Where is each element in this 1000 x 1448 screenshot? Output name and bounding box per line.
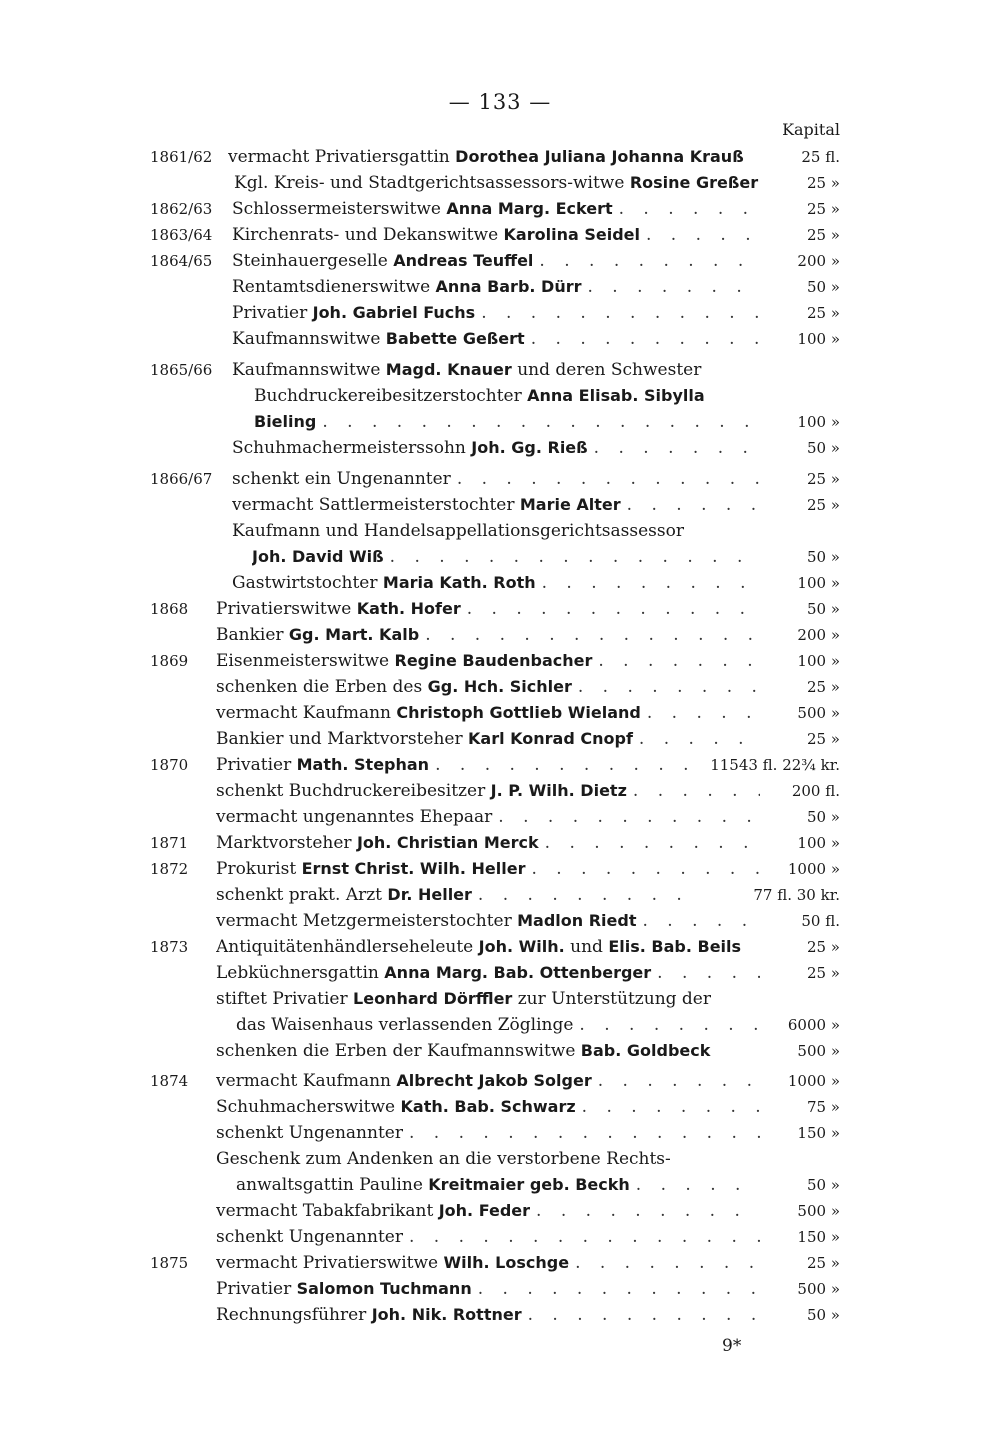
entry-text xyxy=(216,700,641,726)
entry-row xyxy=(150,544,840,570)
entry-row xyxy=(150,1120,840,1146)
entry-text xyxy=(216,960,651,986)
dot-leader xyxy=(492,804,760,830)
dot-leader xyxy=(472,882,690,908)
dot-leader xyxy=(582,274,761,300)
entry-text xyxy=(232,466,451,492)
entry-person-name: Andreas Teuffel xyxy=(393,251,534,270)
entry-amount: 1000 » xyxy=(787,860,840,878)
entry-row xyxy=(150,778,840,804)
entry-text xyxy=(228,144,744,170)
entry-description: schenkt Buchdruckereibesitzer xyxy=(216,781,491,801)
entry-person-name: Joh. Wilh. xyxy=(478,937,565,956)
dot-leader xyxy=(588,435,760,461)
entry-text xyxy=(232,357,701,383)
entry-person-name: Math. Stephan xyxy=(296,755,430,774)
entry-text xyxy=(216,596,461,622)
entry-amount: 50 » xyxy=(806,808,840,826)
entry-text xyxy=(236,1012,573,1038)
entry-row xyxy=(150,222,840,248)
entry-year: 1872 xyxy=(150,860,189,878)
entry-description: schenkt Ungenannter xyxy=(216,1227,403,1247)
entry-row xyxy=(150,1172,840,1198)
dot-leader xyxy=(637,908,761,934)
entry-person-name: Magd. Knauer xyxy=(385,360,512,379)
entry-year: 1874 xyxy=(150,1072,189,1090)
entry-person-name: Anna Marg. Eckert xyxy=(446,199,613,218)
entry-amount: 200 fl. xyxy=(791,782,840,800)
entry-amount: 500 » xyxy=(797,1042,840,1060)
entry-amount: 25 » xyxy=(806,730,840,748)
entry-description: Lebküchnersgattin xyxy=(216,963,385,983)
entry-description: Schuhmachermeisterssohn xyxy=(232,438,472,458)
entry-row xyxy=(150,248,840,274)
entry-description: Kaufmannswitwe xyxy=(232,360,386,380)
entry-text xyxy=(254,409,316,435)
entry-person-name: Dr. Heller xyxy=(387,885,472,904)
entry-row xyxy=(150,196,840,222)
entry-row xyxy=(150,752,840,778)
entry-row xyxy=(150,622,840,648)
entry-year: 1863/64 xyxy=(150,226,213,244)
entry-text xyxy=(216,1276,472,1302)
dot-leader xyxy=(573,1012,760,1038)
entry-description: Geschenk zum Andenken an die verstorbene Rechts- xyxy=(216,1149,671,1169)
entry-row xyxy=(150,383,840,409)
entry-description: vermacht Metzgermeisterstochter xyxy=(216,911,518,931)
entry-person-name: J. P. Wilh. Dietz xyxy=(490,781,627,800)
entry-description: Prokurist xyxy=(216,859,302,879)
entry-text xyxy=(216,1120,403,1146)
entry-text xyxy=(234,170,758,196)
entry-amount: 25 » xyxy=(806,938,840,956)
entry-row xyxy=(150,170,840,196)
entry-row xyxy=(150,934,840,960)
dot-leader xyxy=(651,960,760,986)
entry-year: 1873 xyxy=(150,938,189,956)
entry-amount: 500 » xyxy=(797,1202,840,1220)
entry-person-name: Rosine Greßer xyxy=(629,173,759,192)
entry-year: 1875 xyxy=(150,1254,189,1272)
entry-amount: 1000 » xyxy=(787,1072,840,1090)
entry-year: 1865/66 xyxy=(150,361,213,379)
entry-text xyxy=(232,518,684,544)
entry-description: schenkt ein Ungenannter xyxy=(232,469,451,489)
entry-year: 1870 xyxy=(150,756,189,774)
dot-leader xyxy=(525,326,760,352)
entry-text xyxy=(216,1094,576,1120)
entry-person-name: Kath. Hofer xyxy=(356,599,461,618)
dot-leader xyxy=(419,622,760,648)
dot-leader xyxy=(569,1250,760,1276)
entry-person-name: Elis. Bab. Beils xyxy=(608,937,742,956)
entry-amount: 50 » xyxy=(806,439,840,457)
entry-row xyxy=(150,1302,840,1328)
entry-amount: 25 » xyxy=(806,226,840,244)
dot-leader xyxy=(472,1276,760,1302)
entry-description-tail: und xyxy=(564,937,609,957)
entry-amount: 500 » xyxy=(797,704,840,722)
entry-row xyxy=(150,700,840,726)
entry-row xyxy=(150,986,840,1012)
dot-leader xyxy=(539,830,760,856)
entry-row xyxy=(150,518,840,544)
entry-row xyxy=(150,648,840,674)
entry-row xyxy=(150,274,840,300)
entry-row xyxy=(150,804,840,830)
dot-leader xyxy=(316,409,760,435)
entry-row xyxy=(150,882,840,908)
entry-description: Gastwirtstochter xyxy=(232,573,383,593)
entry-text xyxy=(216,1146,671,1172)
entry-text xyxy=(216,882,472,908)
entry-text xyxy=(216,1198,530,1224)
entry-person-name: Ernst Christ. Wilh. Heller xyxy=(301,859,526,878)
entry-text xyxy=(216,674,572,700)
entry-person-name: Joh. Gg. Rieß xyxy=(471,438,588,457)
entry-person-name: Anna Barb. Dürr xyxy=(435,277,582,296)
entry-description: Bankier und Marktvorsteher xyxy=(216,729,469,749)
entry-text xyxy=(216,648,592,674)
entry-person-name: Karl Konrad Cnopf xyxy=(468,729,633,748)
entry-amount: 11543 fl. 22¾ kr. xyxy=(710,756,840,774)
entry-year: 1871 xyxy=(150,834,189,852)
entry-text xyxy=(232,274,582,300)
dot-leader xyxy=(525,856,760,882)
entry-text xyxy=(216,934,741,960)
entry-amount: 25 » xyxy=(806,1254,840,1272)
entry-description: Kirchenrats- und Dekanswitwe xyxy=(232,225,504,245)
dot-leader xyxy=(641,700,760,726)
entry-text xyxy=(216,1224,403,1250)
entry-description: anwaltsgattin Pauline xyxy=(236,1175,429,1195)
entry-description: Rentamtsdienerswitwe xyxy=(232,277,436,297)
entry-person-name: Anna Marg. Bab. Ottenberger xyxy=(384,963,652,982)
entry-row xyxy=(150,409,840,435)
entry-person-name: Babette Geßert xyxy=(385,329,525,348)
dot-leader xyxy=(533,248,760,274)
dot-leader xyxy=(633,726,760,752)
entry-year: 1868 xyxy=(150,600,189,618)
entry-row xyxy=(150,726,840,752)
entry-description: vermacht Privatierswitwe xyxy=(216,1253,444,1273)
entry-description-tail: und deren Schwester xyxy=(511,360,702,380)
entry-text xyxy=(216,622,419,648)
entry-row xyxy=(150,1250,840,1276)
entry-text xyxy=(216,830,539,856)
entry-amount: 100 » xyxy=(797,652,840,670)
entry-row xyxy=(150,144,840,170)
entry-description: vermacht Kaufmann xyxy=(216,703,397,723)
entry-row xyxy=(150,1038,840,1064)
entry-row xyxy=(150,960,840,986)
entry-amount: 200 » xyxy=(797,252,840,270)
entry-person-name: Joh. David Wiß xyxy=(252,547,384,566)
entry-description: vermacht Sattlermeisterstochter xyxy=(232,495,520,515)
entry-description: schenken die Erben der Kaufmannswitwe xyxy=(216,1041,581,1061)
signature-mark: 9* xyxy=(722,1336,742,1356)
entry-person-name: Karolina Seidel xyxy=(503,225,640,244)
entry-amount: 25 fl. xyxy=(801,148,840,166)
entry-amount: 6000 » xyxy=(787,1016,840,1034)
entry-description: Rechnungsführer xyxy=(216,1305,372,1325)
entry-text xyxy=(232,570,536,596)
entry-text xyxy=(216,856,525,882)
entry-description: Steinhauergeselle xyxy=(232,251,394,271)
entry-person-name: Kreitmaier geb. Beckh xyxy=(428,1175,630,1194)
entry-amount: 77 fl. 30 kr. xyxy=(753,886,840,904)
entry-description: Antiquitätenhändlerseheleute xyxy=(216,937,479,957)
dot-leader xyxy=(530,1198,760,1224)
entry-row xyxy=(150,300,840,326)
entry-amount: 25 » xyxy=(806,304,840,322)
entry-text xyxy=(232,222,640,248)
entry-description: schenkt prakt. Arzt xyxy=(216,885,388,905)
entry-text xyxy=(254,383,705,409)
entry-description: vermacht ungenanntes Ehepaar xyxy=(216,807,493,827)
dot-leader xyxy=(429,752,690,778)
dot-leader xyxy=(403,1224,760,1250)
entry-row xyxy=(150,435,840,461)
entry-text xyxy=(232,435,588,461)
dot-leader xyxy=(475,300,760,326)
entry-row xyxy=(150,830,840,856)
entry-row xyxy=(150,1068,840,1094)
entry-description: das Waisenhaus verlassenden Zöglinge xyxy=(236,1015,574,1035)
entry-text xyxy=(216,804,492,830)
entry-person-name: Dorothea Juliana Johanna Krauß xyxy=(455,147,744,166)
dot-leader xyxy=(630,1172,760,1198)
dot-leader xyxy=(572,674,760,700)
entry-description: Bankier xyxy=(216,625,289,645)
entry-row xyxy=(150,1146,840,1172)
entry-person-name: Joh. Feder xyxy=(438,1201,531,1220)
entry-row xyxy=(150,674,840,700)
entry-person-name: Leonhard Dörffler xyxy=(353,989,513,1008)
entry-description: Schuhmacherswitwe xyxy=(216,1097,401,1117)
entry-year: 1862/63 xyxy=(150,200,213,218)
entry-description: Privatier xyxy=(216,755,297,775)
entry-description: Eisenmeisterswitwe xyxy=(216,651,395,671)
entry-year: 1864/65 xyxy=(150,252,213,270)
entry-text xyxy=(216,752,429,778)
entry-amount: 50 » xyxy=(806,278,840,296)
entry-description: Buchdruckereibesitzerstochter xyxy=(254,386,528,406)
dot-leader xyxy=(522,1302,760,1328)
entry-person-name: Salomon Tuchmann xyxy=(296,1279,472,1298)
entry-amount: 25 » xyxy=(806,200,840,218)
entry-row xyxy=(150,1094,840,1120)
entry-person-name: Bieling xyxy=(254,412,317,431)
entry-description: Privatier xyxy=(216,1279,297,1299)
entry-amount: 100 » xyxy=(797,330,840,348)
entry-amount: 500 » xyxy=(797,1280,840,1298)
entry-amount: 75 » xyxy=(806,1098,840,1116)
entry-description: Kaufmann und Handelsappellationsgerichtsassessor xyxy=(232,521,684,541)
entry-text xyxy=(232,326,525,352)
entry-row xyxy=(150,908,840,934)
entry-description: Privatier xyxy=(232,303,313,323)
entry-row xyxy=(150,570,840,596)
entry-person-name: Bab. Goldbeck xyxy=(580,1041,711,1060)
entry-amount: 50 » xyxy=(806,1306,840,1324)
entry-person-name: Kath. Bab. Schwarz xyxy=(400,1097,576,1116)
entry-person-name: Gg. Hch. Sichler xyxy=(427,677,572,696)
entry-description: Privatierswitwe xyxy=(216,599,357,619)
entry-row xyxy=(150,492,840,518)
entry-description: Kgl. Kreis- und Stadtgerichtsassessors-witwe xyxy=(234,173,630,193)
entry-amount: 100 » xyxy=(797,574,840,592)
entry-person-name: Christoph Gottlieb Wieland xyxy=(396,703,641,722)
entry-person-name: Maria Kath. Roth xyxy=(382,573,536,592)
entry-amount: 50 » xyxy=(806,548,840,566)
dot-leader xyxy=(627,778,760,804)
column-header-capital: Kapital xyxy=(782,120,840,139)
entry-amount: 200 » xyxy=(797,626,840,644)
entry-amount: 25 » xyxy=(806,470,840,488)
entry-amount: 50 » xyxy=(806,1176,840,1194)
entry-text xyxy=(232,300,475,326)
entry-description: Schlossermeisterswitwe xyxy=(232,199,447,219)
entry-amount: 50 » xyxy=(806,600,840,618)
entry-text xyxy=(216,986,711,1012)
entry-description: Marktvorsteher xyxy=(216,833,357,853)
entry-amount: 100 » xyxy=(797,834,840,852)
entry-person-name: Marie Alter xyxy=(519,495,621,514)
dot-leader xyxy=(613,196,760,222)
entry-amount: 50 fl. xyxy=(801,912,840,930)
entry-description: schenkt Ungenannter xyxy=(216,1123,403,1143)
entry-year: 1861/62 xyxy=(150,148,213,166)
entry-person-name: Regine Baudenbacher xyxy=(394,651,593,670)
entry-amount: 25 » xyxy=(806,496,840,514)
entry-amount: 25 » xyxy=(806,678,840,696)
entry-amount: 150 » xyxy=(797,1124,840,1142)
entry-description: stiftet Privatier xyxy=(216,989,354,1009)
entry-text xyxy=(216,1068,592,1094)
entry-text xyxy=(216,1250,569,1276)
entry-person-name: Madlon Riedt xyxy=(517,911,637,930)
entry-row xyxy=(150,596,840,622)
entry-description: vermacht Privatiersgattin xyxy=(228,147,456,167)
entry-amount: 150 » xyxy=(797,1228,840,1246)
entry-text xyxy=(216,908,637,934)
entry-person-name: Gg. Mart. Kalb xyxy=(288,625,420,644)
entry-description: Kaufmannswitwe xyxy=(232,329,386,349)
entry-row xyxy=(150,1198,840,1224)
entry-row xyxy=(150,856,840,882)
dot-leader xyxy=(592,648,760,674)
entry-text xyxy=(232,196,613,222)
dot-leader xyxy=(461,596,760,622)
entry-text xyxy=(236,1172,630,1198)
dot-leader xyxy=(536,570,760,596)
entry-row xyxy=(150,1224,840,1250)
entry-row xyxy=(150,1012,840,1038)
entry-text xyxy=(232,492,621,518)
dot-leader xyxy=(576,1094,760,1120)
entry-person-name: Joh. Gabriel Fuchs xyxy=(312,303,476,322)
entry-person-name: Joh. Nik. Rottner xyxy=(371,1305,522,1324)
entry-row xyxy=(150,357,840,383)
dot-leader xyxy=(640,222,760,248)
entry-text xyxy=(216,1302,522,1328)
entry-year: 1866/67 xyxy=(150,470,213,488)
page-number: — 133 — xyxy=(448,90,552,114)
entry-person-name: Anna Elisab. Sibylla xyxy=(527,386,705,405)
entry-text xyxy=(252,544,384,570)
entry-amount: 25 » xyxy=(806,174,840,192)
entry-description: vermacht Kaufmann xyxy=(216,1071,397,1091)
entry-person-name: Joh. Christian Merck xyxy=(356,833,539,852)
entry-amount: 100 » xyxy=(797,413,840,431)
entry-person-name: Wilh. Loschge xyxy=(443,1253,570,1272)
entry-row xyxy=(150,466,840,492)
entry-description-tail: zur Unterstützung der xyxy=(512,989,711,1009)
entry-person-name: Albrecht Jakob Solger xyxy=(396,1071,592,1090)
dot-leader xyxy=(451,466,760,492)
entry-text xyxy=(216,778,627,804)
entry-amount: 25 » xyxy=(806,964,840,982)
entry-row xyxy=(150,1276,840,1302)
entry-description: vermacht Tabakfabrikant xyxy=(216,1201,439,1221)
entry-text xyxy=(216,726,633,752)
entry-text xyxy=(216,1038,710,1064)
dot-leader xyxy=(592,1068,760,1094)
entry-description: schenken die Erben des xyxy=(216,677,428,697)
entry-year: 1869 xyxy=(150,652,189,670)
dot-leader xyxy=(384,544,760,570)
dot-leader xyxy=(403,1120,760,1146)
dot-leader xyxy=(621,492,760,518)
entry-row xyxy=(150,326,840,352)
entry-text xyxy=(232,248,533,274)
